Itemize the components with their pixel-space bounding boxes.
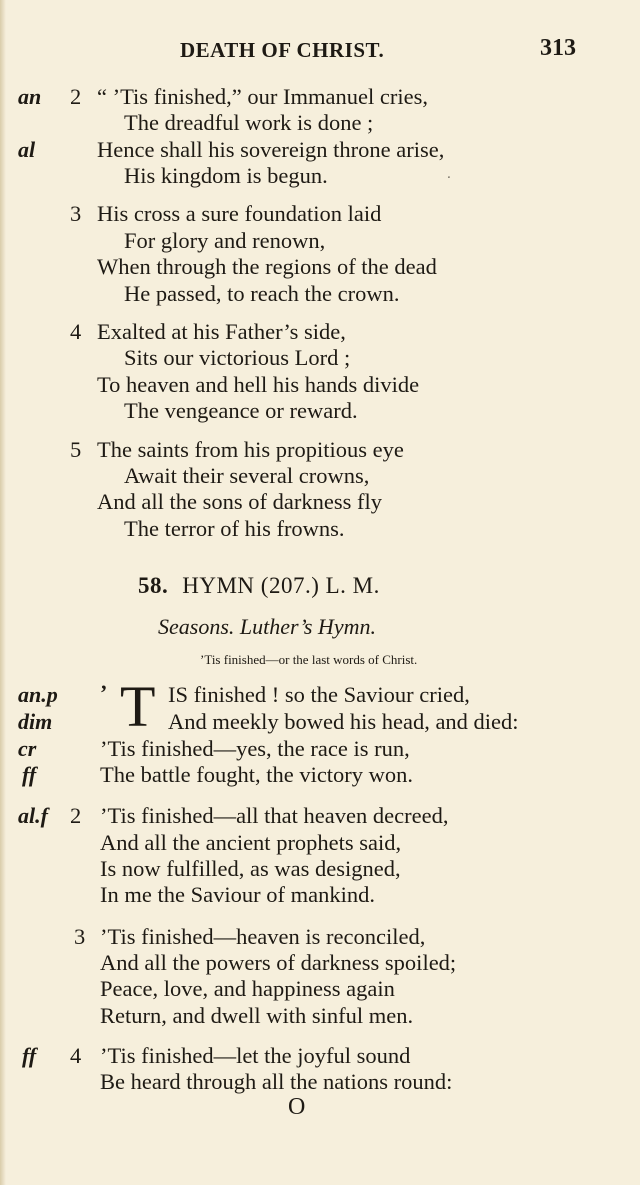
verse-line: ’Tis finished—yes, the race is run, bbox=[100, 736, 410, 761]
verse-line: His kingdom is begun. bbox=[124, 163, 328, 188]
stanza-number: 5 bbox=[70, 437, 82, 462]
verse-line: His cross a sure foundation laid bbox=[97, 201, 382, 226]
dynamic-mark: ff bbox=[22, 1043, 37, 1068]
hymn-caption: ’Tis finished—or the last words of Christ. bbox=[200, 652, 418, 667]
stray-mark: ˑ bbox=[447, 172, 451, 187]
hymn-number: 58. bbox=[138, 573, 169, 598]
verse-line: The battle fought, the victory won. bbox=[100, 762, 414, 787]
stanza-number: 2 bbox=[70, 803, 82, 828]
dynamic-mark: ff bbox=[22, 762, 37, 787]
verse-line: And all the sons of darkness fly bbox=[97, 489, 382, 514]
verse-line: IS finished ! so the Saviour cried, bbox=[168, 682, 470, 707]
catchword: O bbox=[288, 1094, 306, 1120]
verse-line: Sits our victorious Lord ; bbox=[124, 345, 351, 370]
verse-line: Await their several crowns, bbox=[124, 463, 370, 488]
verse-line: ’Tis finished—let the joyful sound bbox=[100, 1043, 411, 1068]
page-gutter-shadow bbox=[0, 0, 6, 1185]
hymn-heading bbox=[138, 573, 380, 599]
verse-line: He passed, to reach the crown. bbox=[124, 281, 400, 306]
verse-line: For glory and renown, bbox=[124, 228, 326, 253]
verse-line: The terror of his frowns. bbox=[124, 516, 345, 541]
verse-line: Hence shall his sovereign throne arise, bbox=[97, 137, 445, 162]
verse-line: ’Tis finished—heaven is reconciled, bbox=[100, 924, 426, 949]
verse-line: Return, and dwell with sinful men. bbox=[100, 1003, 414, 1028]
verse-line: And meekly bowed his head, and died: bbox=[168, 709, 519, 734]
stanza-number: 3 bbox=[70, 201, 82, 226]
running-header: DEATH OF CHRIST. bbox=[180, 38, 385, 62]
dynamic-mark: al bbox=[18, 137, 36, 162]
hymn-title: HYMN (207.) L. M. bbox=[182, 573, 380, 598]
verse-line: The vengeance or reward. bbox=[124, 398, 358, 423]
dynamic-mark: an.p bbox=[18, 682, 58, 707]
stanza-number: 3 bbox=[74, 924, 86, 949]
verse-line: The saints from his propitious eye bbox=[97, 437, 404, 462]
stanza-number: 2 bbox=[70, 84, 82, 109]
hymn-tune: Seasons. Luther’s Hymn. bbox=[158, 614, 376, 639]
verse-line: To heaven and hell his hands divide bbox=[97, 372, 420, 397]
verse-line: “ ’Tis finished,” our Immanuel cries, bbox=[97, 84, 428, 109]
drop-cap: T bbox=[120, 674, 156, 739]
verse-line: And all the powers of darkness spoiled; bbox=[100, 950, 457, 975]
dynamic-mark: al.f bbox=[18, 803, 48, 828]
page-number: 313 bbox=[540, 35, 576, 61]
verse-line: Peace, love, and happiness again bbox=[100, 976, 395, 1001]
opening-quote: ’ bbox=[100, 680, 108, 705]
verse-line: When through the regions of the dead bbox=[97, 254, 437, 279]
stanza-number: 4 bbox=[70, 1043, 82, 1068]
verse-line: Is now fulfilled, as was designed, bbox=[100, 856, 401, 881]
dynamic-mark: an bbox=[18, 84, 42, 109]
verse-line: ’Tis finished—all that heaven decreed, bbox=[100, 803, 449, 828]
stanza-number: 4 bbox=[70, 319, 82, 344]
dynamic-mark: cr bbox=[18, 736, 37, 761]
dynamic-mark: dim bbox=[18, 709, 53, 734]
verse-line: And all the ancient prophets said, bbox=[100, 830, 402, 855]
verse-line: The dreadful work is done ; bbox=[124, 110, 374, 135]
verse-line: In me the Saviour of mankind. bbox=[100, 882, 375, 907]
verse-line: Exalted at his Father’s side, bbox=[97, 319, 346, 344]
verse-line: Be heard through all the nations round: bbox=[100, 1069, 453, 1094]
